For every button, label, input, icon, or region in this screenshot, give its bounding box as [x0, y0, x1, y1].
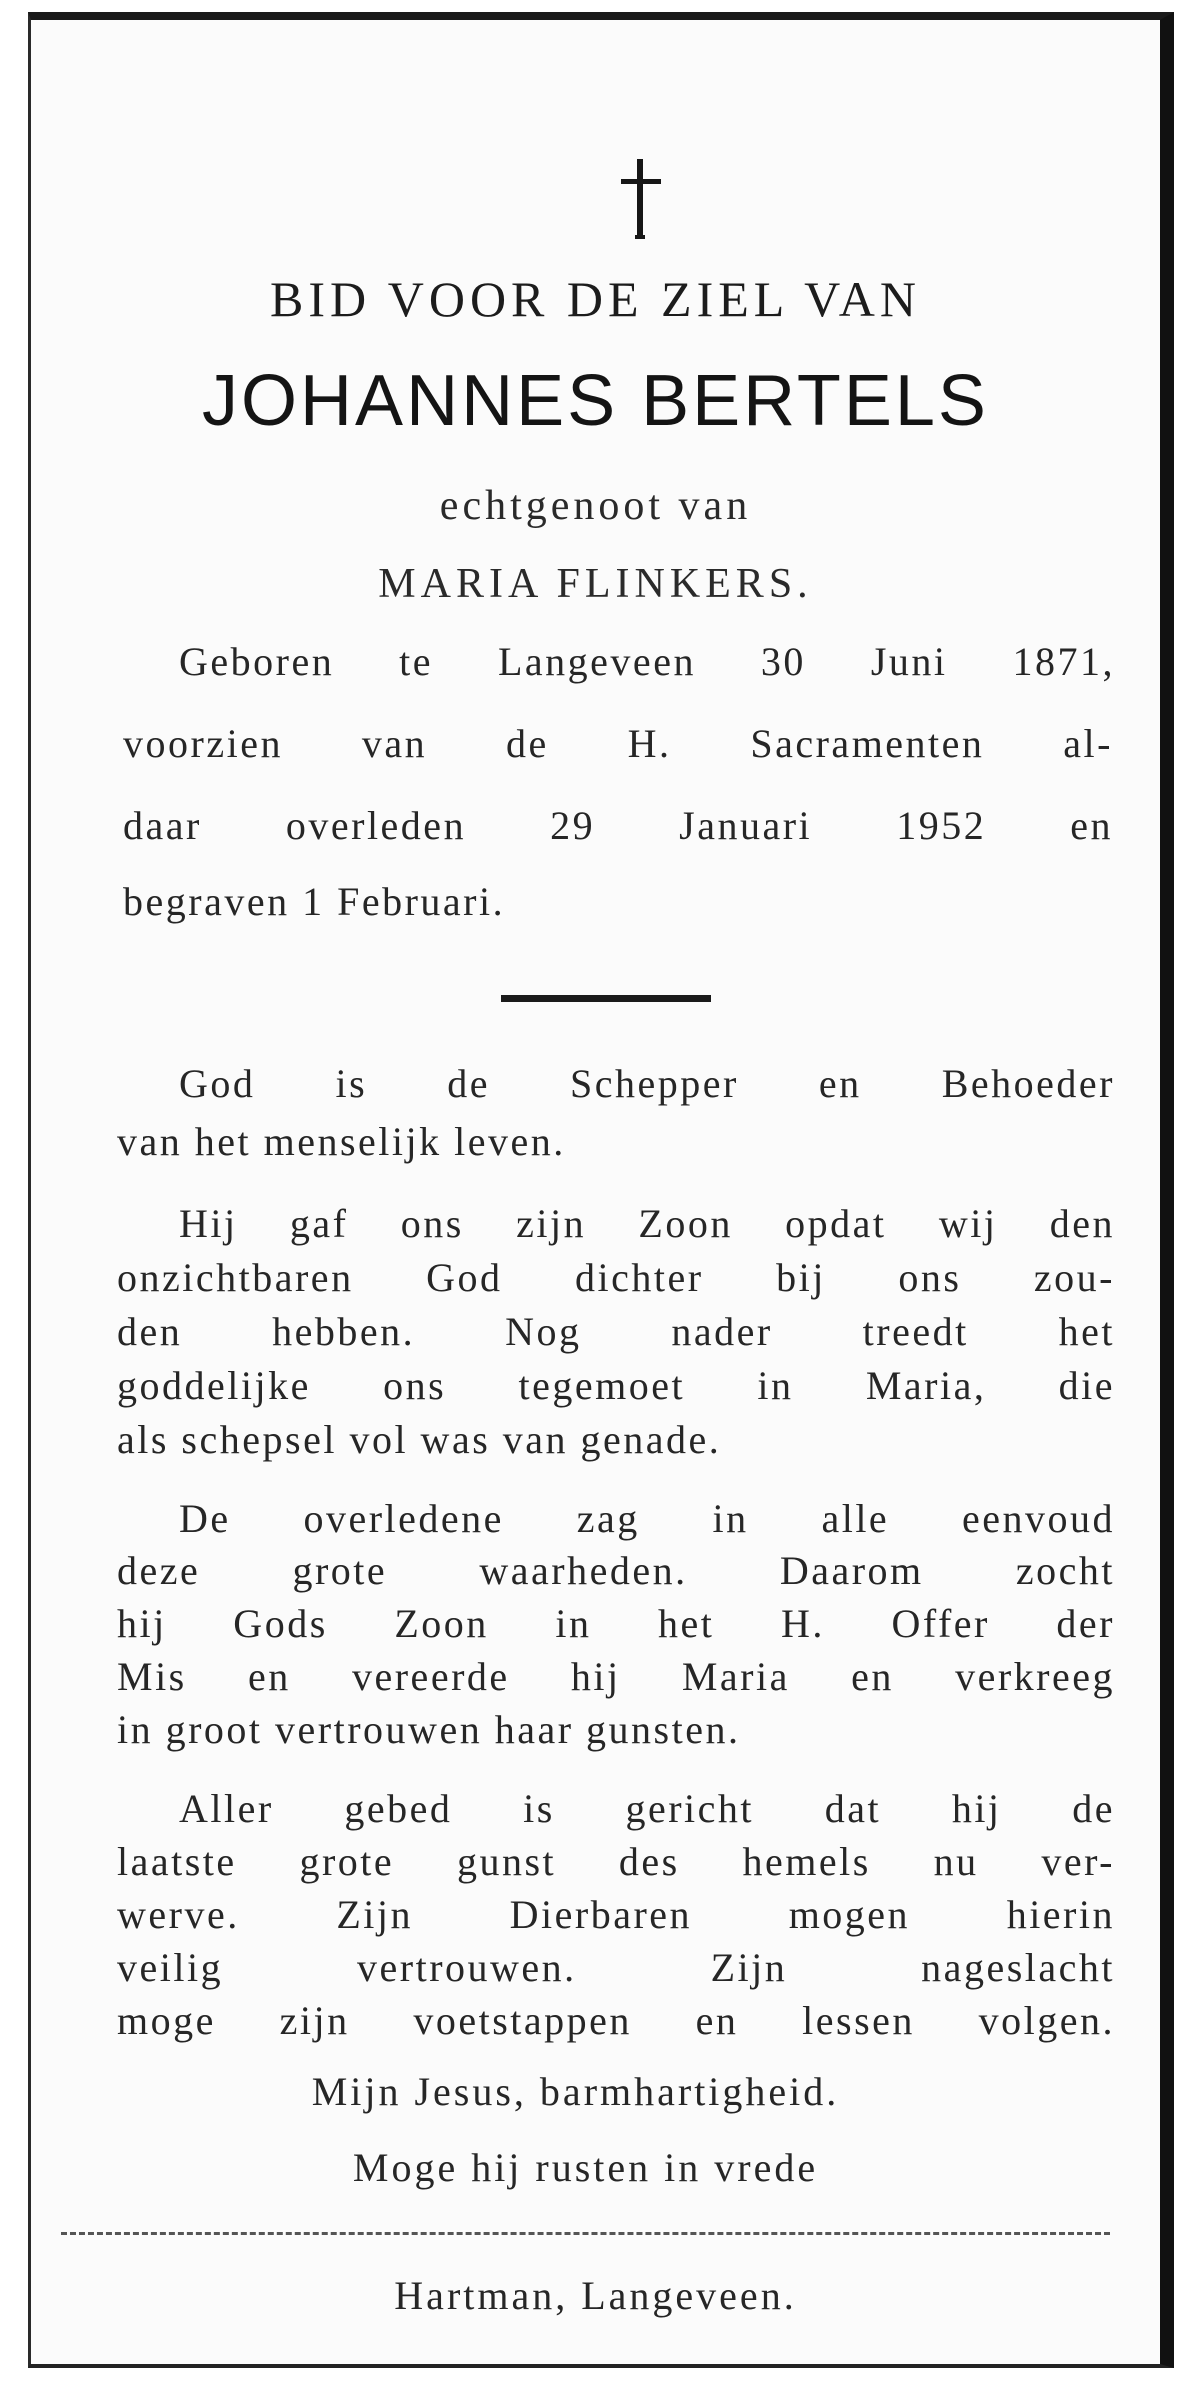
cross-icon — [611, 155, 671, 245]
paragraph-line: onzichtbaren God dichter bij ons zou- — [117, 1255, 1115, 1300]
paragraph-line: van het menselijk leven. — [117, 1119, 566, 1164]
spouse-name: MARIA FLINKERS. — [378, 561, 813, 607]
closing-rest-in-peace: Moge hij rusten in vrede — [352, 2145, 819, 2190]
bio-line: begraven 1 Februari. — [123, 879, 506, 924]
paragraph-line: den hebben. Nog nader treedt het — [117, 1309, 1115, 1354]
paragraph-line: De overledene zag in alle eenvoud — [179, 1496, 1115, 1541]
paragraph-line: moge zijn voetstappen en lessen volgen. — [117, 1998, 1115, 2043]
paragraph-line: goddelijke ons tegemoet in Maria, die — [117, 1363, 1115, 1408]
paragraph-line: Hij gaf ons zijn Zoon opdat wij den — [179, 1201, 1115, 1246]
printer-credit: Hartman, Langeveen. — [394, 2273, 797, 2318]
bio-line: Geboren te Langeveen 30 Juni 1871, — [179, 639, 1115, 684]
footer-rule — [61, 2232, 1110, 2235]
paragraph-line: hij Gods Zoon in het H. Offer der — [117, 1601, 1115, 1646]
paragraph-line: veilig vertrouwen. Zijn nageslacht — [117, 1945, 1115, 1990]
paragraph-line: deze grote waarheden. Daarom zocht — [117, 1548, 1115, 1593]
separator-rule — [501, 995, 711, 1002]
paragraph-line: in groot vertrouwen haar gunsten. — [117, 1707, 741, 1752]
paragraph-line: Mis en vereerde hij Maria en verkreeg — [117, 1654, 1115, 1699]
bio-line: voorzien van de H. Sacramenten al- — [123, 721, 1113, 766]
prayer-heading: BID VOOR DE ZIEL VAN — [270, 271, 921, 327]
memorial-card — [28, 12, 1174, 2368]
paragraph-line: Aller gebed is gericht dat hij de — [179, 1786, 1115, 1831]
bio-line: daar overleden 29 Januari 1952 en — [123, 803, 1113, 848]
paragraph-line: God is de Schepper en Behoeder — [179, 1061, 1115, 1106]
closing-invocation: Mijn Jesus, barmhartigheid. — [311, 2069, 840, 2114]
spouse-label: echtgenoot van — [439, 483, 752, 529]
paragraph-line: als schepsel vol was van genade. — [117, 1417, 722, 1462]
deceased-name: JOHANNES BERTELS — [202, 361, 989, 441]
paragraph-line: werve. Zijn Dierbaren mogen hierin — [117, 1892, 1115, 1937]
paragraph-line: laatste grote gunst des hemels nu ver- — [117, 1839, 1115, 1884]
